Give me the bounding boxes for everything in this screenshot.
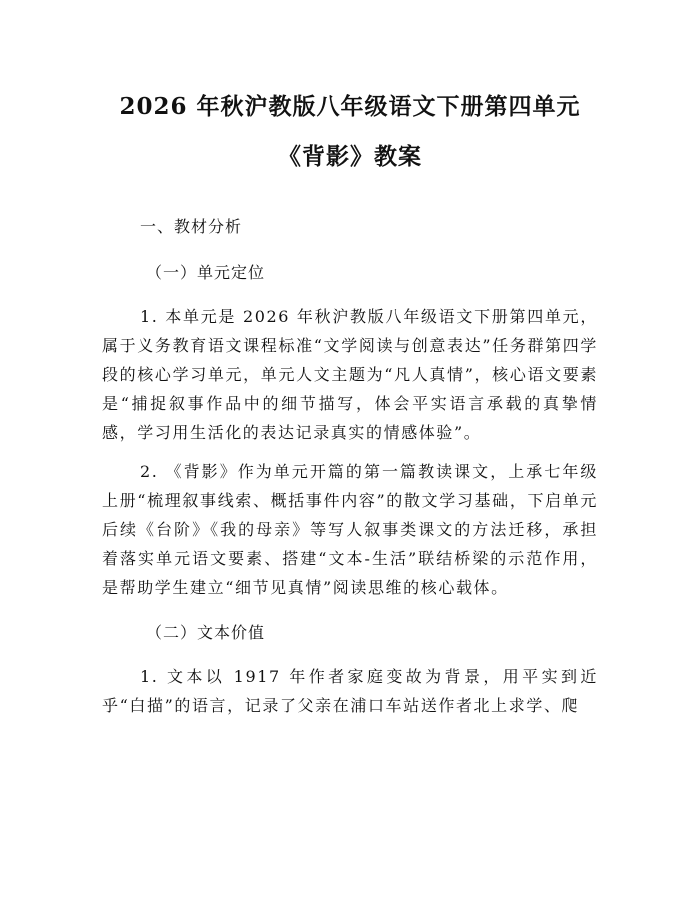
paragraph-text-value-1: 1. 文本以 1917 年作者家庭变故为背景，用平实到近乎“白描”的语言，记录了父亲在浦口车站送作者北上求学、爬 [102,667,598,715]
paragraph-unit-positioning-2: 2. 《背影》作为单元开篇的第一篇教读课文，上承七年级上册“梳理叙事线索、概括事件内容”的散文学习基础，下启单元后续《台阶》《我的母亲》等写人叙事类课文的方法迁移，承担着落实单元语文要素、搭建“文本-生活”联结桥梁的示范作用，是帮助学生建立“细节见真情”阅读思维的核心载体。 [102,462,598,597]
subsection-heading-text-value: （二）文本价值 [146,623,266,642]
subsection-heading-unit-positioning: （一）单元定位 [146,263,266,282]
title-line-2: 《背影》教案 [278,143,422,170]
document-title [102,0,598,182]
section-heading-textbook-analysis: 一、教材分析 [140,217,243,236]
paragraph-unit-positioning-1: 1. 本单元是 2026 年秋沪教版八年级语文下册第四单元，属于义务教育语文课程标准“文学阅读与创意表达”任务群第四学段的核心学习单元，单元人文主题为“凡人真情”，核心语文要素是“捕捉叙事作品中的细节描写，体会平实语言承载的真挚情感，学习用生活化的表达记录真实的情感体验”。 [102,307,598,442]
title-line-1: 2026 年秋沪教版八年级语文下册第四单元 [119,93,581,120]
